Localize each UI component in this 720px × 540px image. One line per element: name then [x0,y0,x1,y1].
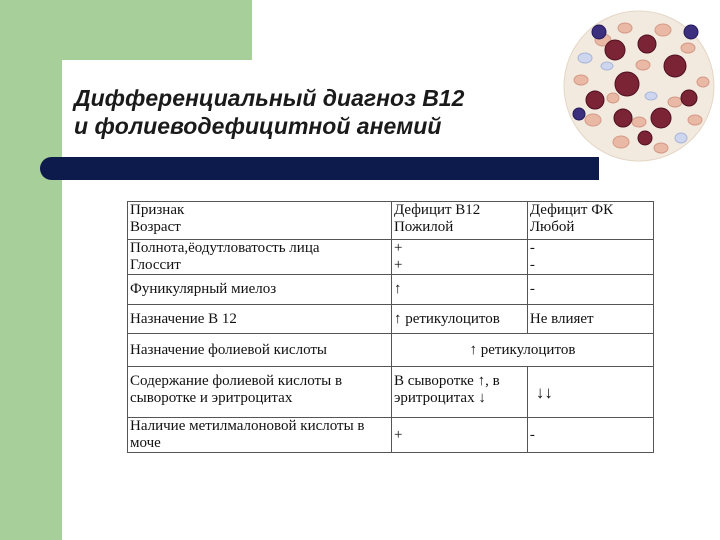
table-cell: В сыворотке ↑, в эритроцитах ↓ [391,367,527,418]
title-line-1: Дифференциальный диагноз В12 [74,85,465,111]
table-row [128,219,654,240]
table-cell: - [527,275,653,305]
table-cell: ↑ ретикулоцитов [391,305,527,334]
table-cell: Содержание фолиевой кислоты в сыворотке и эритроцитах [128,367,392,418]
table-row [128,367,654,418]
table-cell: ↓↓ [527,367,653,418]
table-cell: - [527,257,653,275]
blood-smear-image [563,10,715,162]
header-cell-b12: Дефицит В12 [391,202,527,220]
table-cell: + [391,240,527,258]
table-cell: Любой [527,219,653,240]
table-cell: Назначение фолиевой кислоты [128,334,392,367]
table-cell: Возраст [128,219,392,240]
table-row [128,275,654,305]
header-cell-sign: Признак [128,202,392,220]
table-row-header [128,202,654,220]
diagnosis-table [127,201,654,453]
green-top-band [0,0,252,60]
table-row [128,334,654,367]
table-cell-merged: ↑ ретикулоцитов [391,334,653,367]
table-cell: Фуникулярный миелоз [128,275,392,305]
table-cell: + [391,257,527,275]
slide-title [74,84,574,140]
table-cell: Наличие метилмалоновой кислоты в моче [128,418,392,453]
header-cell-folate: Дефицит ФК [527,202,653,220]
green-side-bar [0,0,62,540]
table-cell: ↑ [391,275,527,305]
table-cell: - [527,418,653,453]
table-row [128,418,654,453]
table-cell: Глоссит [128,257,392,275]
table-cell: Полнота,ёодутловатость лица [128,240,392,258]
table-cell: Назначение В 12 [128,305,392,334]
title-line-2: и фолиеводефицитной анемий [74,113,442,139]
table-cell: Не влияет [527,305,653,334]
table-cell: - [527,240,653,258]
table-row [128,240,654,258]
table-cell: + [391,418,527,453]
table-row [128,305,654,334]
title-underline-bar [40,157,599,180]
table-row [128,257,654,275]
table-cell: Пожилой [391,219,527,240]
